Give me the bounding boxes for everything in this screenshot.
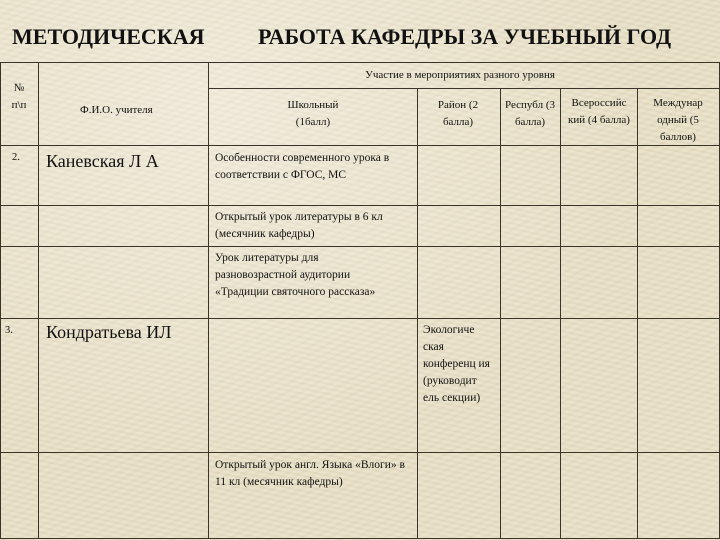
table-line <box>38 62 39 538</box>
table-line <box>208 62 209 538</box>
level-header-school: Школьный (1балл) <box>287 99 339 128</box>
title-part-2: РАБОТА КАФЕДРЫ ЗА УЧЕБНЫЙ ГОД <box>258 24 672 49</box>
table-line <box>0 62 1 538</box>
teacher-name: Кондратьева ИЛ <box>46 322 172 342</box>
number-column-header: № п\п <box>11 82 27 111</box>
school-activity: Открытый урок литературы в 6 кл (месячник кафедры) <box>215 211 383 240</box>
district-activity: Экологиче ская конференц ия (руководит ель секции) <box>423 324 490 404</box>
table-line <box>560 88 561 538</box>
table-line <box>0 538 720 539</box>
school-activity: Открытый урок англ. Языка «Влоги» в 11 кл (месячник кафедры) <box>215 459 405 488</box>
table-line <box>0 246 720 247</box>
table-line <box>0 145 720 146</box>
table-line <box>0 452 720 453</box>
table-line <box>637 88 638 538</box>
row-number: 2. <box>12 152 20 163</box>
teacher-name: Каневская Л А <box>46 151 159 171</box>
table-line <box>0 205 720 206</box>
teacher-column-header: Ф.И.О. учителя <box>80 104 153 116</box>
table-line <box>417 88 418 538</box>
participation-group-header: Участие в мероприятиях разного уровня <box>365 69 555 81</box>
school-activity: Особенности современного урока в соответствии с ФГОС, МС <box>215 152 390 181</box>
level-header-national: Всероссийс кий (4 балла) <box>568 97 630 126</box>
level-header-district: Район (2 балла) <box>437 99 479 128</box>
table-line <box>0 318 720 319</box>
school-activity: Урок литературы для разновозрастной аудитории «Традиции святочного рассказа» <box>215 252 376 298</box>
row-number: 3. <box>5 325 13 336</box>
title-part-1: МЕТОДИЧЕСКАЯ <box>12 24 205 49</box>
level-header-international: Междунар одный (5 баллов) <box>653 97 703 143</box>
table-line <box>500 88 501 538</box>
table-line <box>0 62 720 63</box>
level-header-republic: Республ (3 балла) <box>505 99 555 128</box>
table-line <box>208 88 720 89</box>
